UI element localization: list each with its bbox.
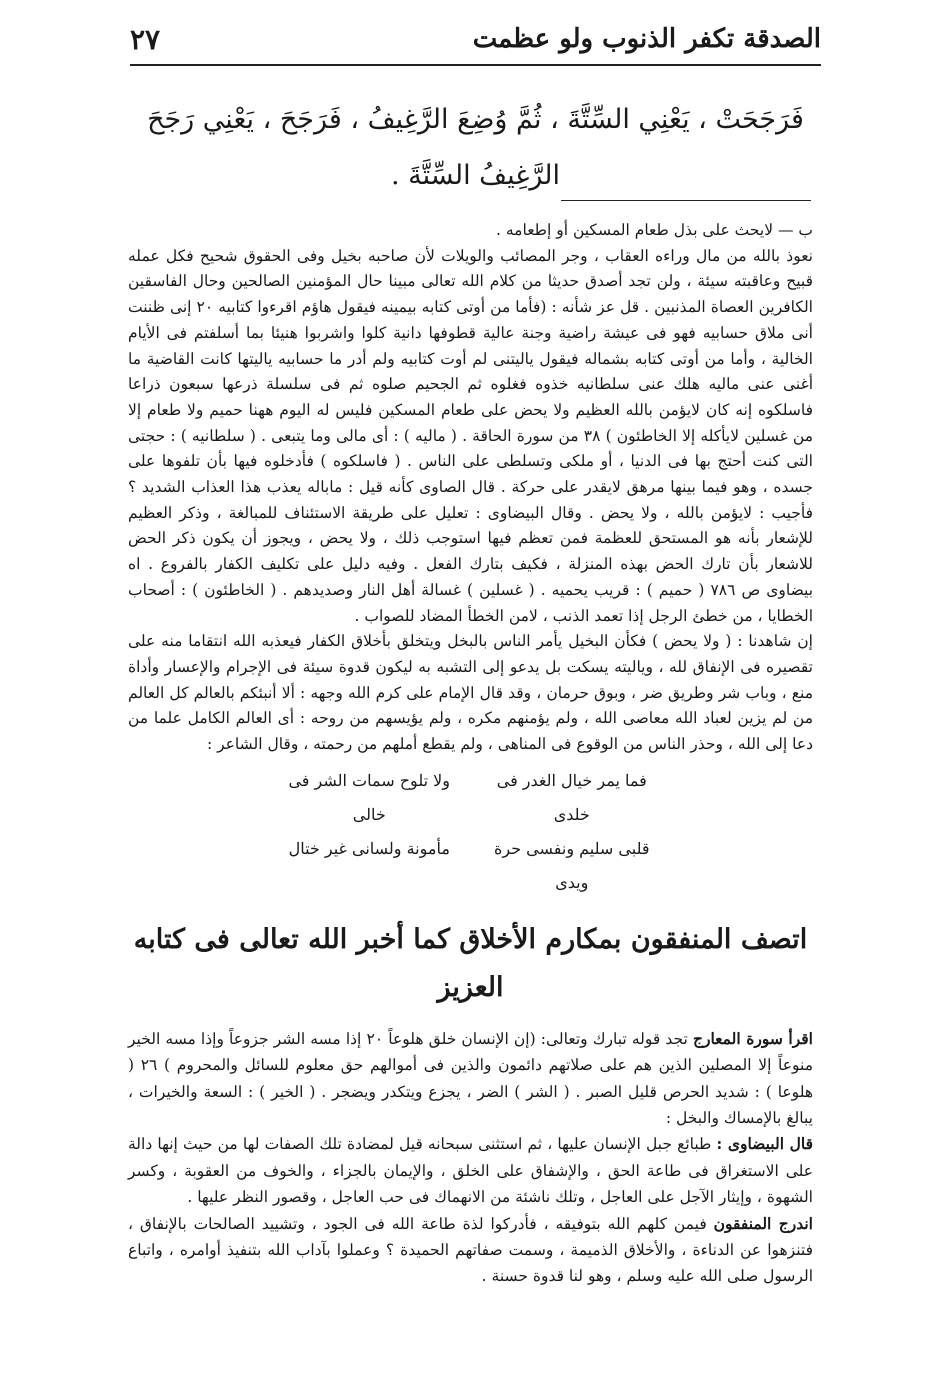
- paragraph-text: طبائع جبل الإنسان عليها ، ثم استثنى سبحانه قيل لمضادة تلك الصفات لها من حيث إنها دالة على الاستغراق فى طاعة الحق ، والإشفاق على الخلق ، والإيمان بالجزاء ، والخوف من العقوبة ، وكسر الشهوة ، وإيثار الآجل على العاجل ، وتلك ناشئة من الانهماك فى حب العاجل ، وقصور النظر عليها .: [128, 1135, 813, 1207]
- paragraph-lead: اقرأ سورة المعارج: [692, 1028, 813, 1048]
- paragraph: إن شاهدنا : ( ولا يحض ) فكأن البخيل يأمر الناس بالبخل ويتخلق بأخلاق الكفار فيعذبه الله انتقاما منه على تقصيره فى الإنفاق لله ، وياليته يسكت بل يدعو إلى التشبه به ليكون قدوة سيئة فى الإجرام والإعسار وأداة منع ، وباب شر وطريق ضر ، وبوق حرمان ، وقد قال الإمام على كرم الله وجهه : ألا أنبئكم بالعالم كل العالم من لم يزين لعباد الله معاصى الله ، ولم يؤمنهم مكره ، ولم يؤيسهم من روحه : أى العالم الكامل علما من دعا إلى الله ، وحذر الناس من الوقوع فى المناهى ، ولم يقطع أملهم من رحمته ، وقال الشاعر :: [128, 632, 813, 754]
- poem-hemistich: فما يمر خيال الغدر فى خلدى: [496, 770, 647, 824]
- paragraph-text: تجد قوله تبارك وتعالى: (إن الإنسان خلق هلوعاً ٢٠ إذا مسه الشر جزوعاً وإذا مسه الخير منوعاً إلا المصلين الذين هم على صلاتهم دائمون والذين فى أموالهم حق معلوم للسائل والمحروم ) ٢٦ ( هلوعا ) : شديد الحرص قليل الصبر . ( الشر ) الضر ، يجزع ويتكدر ويضجر . ( الخير ) : السعة والخيرات ، يبالغ بالإمساك والبخل :: [128, 1029, 813, 1127]
- paragraph-lead: اندرج المنفقون: [713, 1213, 813, 1233]
- paragraph: [128, 1026, 813, 1132]
- poem: [128, 760, 813, 906]
- running-title: الصدقة تكفر الذنوب ولو عظمت: [472, 24, 821, 54]
- page-header: [130, 14, 821, 66]
- poem-hemistich: ولا تلوح سمات الشر فى خالى: [288, 770, 451, 824]
- page-number: ٢٧: [130, 22, 161, 56]
- paragraph: ب — لايحث على بذل طعام المسكين أو إطعامه .: [496, 221, 813, 239]
- section-text: [128, 1026, 813, 1290]
- footnote-divider: [561, 200, 811, 201]
- section-heading: اتصف المنفقون بمكارم الأخلاق كما أخبر الله تعالى فى كتابه العزيز: [133, 923, 808, 1003]
- hadith-quote: فَرَجَحَتْ ، يَعْنِي السِّتَّةَ ، ثُمَّ وُضِعَ الرَّغِيفُ ، فَرَجَحَ ، يَعْنِي رَجَحَ الرَّغِيفُ السِّتَّةَ .: [147, 104, 804, 191]
- main-text: [128, 218, 813, 1290]
- paragraph-lead: قال البيضاوى :: [716, 1134, 814, 1154]
- paragraph: نعوذ بالله من مال وراءه العقاب ، وجر المصائب والويلات لأن صاحبه بخيل وفى الحقوق شحيح فكل عمله قبيح وعاقبته سيئة ، ولن تجد أصدق حديثا من كلام الله تعالى مبينا حال المؤمنين الصالحين وحال الفاسقين الكافرين العصاة المذنبين . قل عز شأنه : (فأما من أوتى كتابه بيمينه فيقول هاؤم اقرءوا كتابيه ٢٠ إنى ظننت أنى ملاق حسابيه فهو فى عيشة راضية وجنة عالية قطوفها دانية كلوا واشربوا هنيئا بما أسلفتم فى الأيام الخالية ، وأما من أوتى كتابه بشماله فيقول ياليتنى لم أوت كتابيه ولم أدر ما حسابيه ياليتها كانت القاضية ما أغنى عنى ماليه هلك عنى سلطانيه خذوه فغلوه ثم الجحيم صلوه ثم فى سلسلة ذرعها سبعون ذراعا فاسلكوه إنه كان لايؤمن بالله العظيم ولا يحض على طعام المسكين فليس له اليوم ههنا حميم ولا طعام إلا من غسلين لايأكله إلا الخاطئون ) ٣٨ من سورة الحاقة . ( ماليه ) : أى مالى وما يتبعى . ( سلطانيه ) : حجتى التى كنت أحتج بها فى الدنيا ، أو ملكى وتسلطى على الناس . ( فاسلكوه ) فأدخلوه فيها بأن تلفوها على جسده ، وهو فيما بينها مرهق لايقدر على حركة . قال الصاوى كأنه قيل : ماباله يعذب هذا العذاب الشديد ؟ فأجيب : لايؤمن بالله ، ولا يحض . وقال البيضاوى : تعليل على طريقة الاستئناف للمبالغة ، وذكر العظيم للإشعار بأنه هو المستحق للعظمة فمن تعظم فيها استوجب ذلك ، ولا يحض ، ويجوز أن يكون ذكر الحض للاشعار بأن تارك الحض بهذه المنزلة ، فكيف بتارك الفعل . وفيه دليل على تكليف الكفار بالفروع . اه بيضاوى ص ٧٨٦ ( حميم ) : قريب يحميه . ( غسلين ) غسالة أهل النار وصديدهم . ( الخاطئون ) : أصحاب الخطايا ، من خطئ الرجل إذا تعمد الذنب ، لامن الخطأ المضاد للصواب .: [128, 246, 814, 625]
- paragraph: [128, 1131, 813, 1210]
- poem-hemistich: مأمونة ولسانى غير ختال: [288, 838, 450, 858]
- poem-hemistich: قلبى سليم ونفسى حرة ويدى: [493, 838, 650, 892]
- paragraph: [128, 1211, 813, 1290]
- paragraph-text: فيمن كلهم الله بتوفيقه ، فأدركوا لذة طاعة الله فى الجود ، وتشييد الصالحات بالإنفاق ، فتنزهوا عن الدناءة ، والأخلاق الذميمة ، وسمت صفاتهم الحميدة ؟ وعملوا بآداب الله بتنفيذ أوامره ، واتباع الرسول صلى الله عليه وسلم ، وهو لنا قدوة حسنة .: [128, 1214, 813, 1286]
